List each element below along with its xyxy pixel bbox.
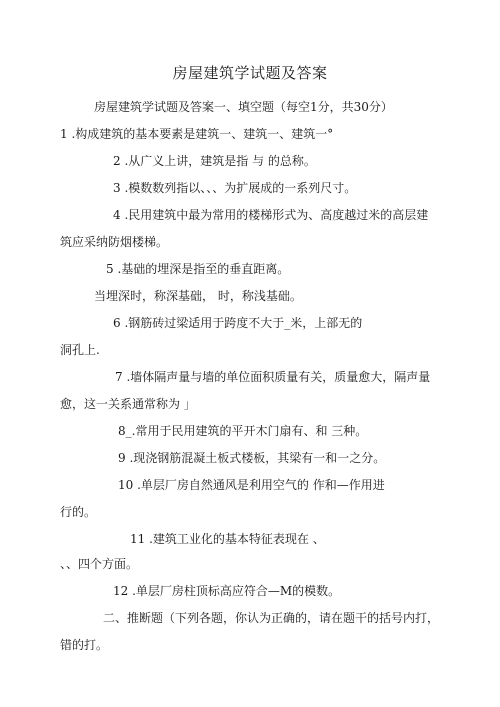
question-10-continued: 行的。	[60, 505, 97, 519]
question-12: 12 .单层厂房柱顶标高应符合—M的模数。	[113, 584, 341, 598]
document-title: 房屋建筑学试题及答案	[172, 64, 328, 82]
question-8: 8_.常用于民用建筑的平开木门扇有、和 三种。	[118, 424, 368, 438]
section-heading-fill-blank: 房屋建筑学试题及答案一、填空题（每空1分，共30分）	[94, 100, 393, 114]
question-11-continued: 、、四个方面。	[60, 557, 139, 571]
question-7: 7 .墙体隔声量与墙的单位面积质量有关，质量愈大，隔声量	[115, 370, 431, 384]
question-5-continued: 当埋深时，称深基础， 时，称浅基础。	[94, 289, 302, 303]
question-6-continued: 洞孔上.	[60, 343, 100, 357]
question-7-continued: 愈，这一关系通常称为 」	[60, 397, 196, 411]
question-6: 6 .钢筋砖过梁适用于跨度不大于_米，上部无的	[113, 316, 363, 330]
question-11: 11 .建筑工业化的基本特征表现在 、	[130, 532, 325, 546]
question-4-continued: 筑应采纳防烟楼梯。	[60, 235, 169, 249]
question-1: 1 .构成建筑的基本要素是建筑一、建筑一、建筑一°	[60, 127, 334, 141]
section-heading-true-false-continued: 错的打。	[60, 638, 109, 652]
question-3: 3 .模数数列指以、、、为扩展成的一系列尺寸。	[113, 181, 357, 195]
question-9: 9 .现浇钢筋混凝土板式楼板，其梁有一和一之分。	[118, 451, 386, 465]
question-4: 4 .民用建筑中最为常用的楼梯形式为、高度越过米的高层建	[113, 208, 429, 222]
question-5: 5 .基础的埋深是指至的垂直距离。	[106, 262, 290, 276]
section-heading-true-false: 二、推断题（下列各题，你认为正确的，请在题干的括号内打，	[103, 611, 440, 625]
question-2: 2 .从广义上讲，建筑是指 与 的总称。	[113, 154, 316, 168]
question-10: 10 .单层厂房自然通风是利用空气的 作和—作用进	[118, 478, 385, 492]
